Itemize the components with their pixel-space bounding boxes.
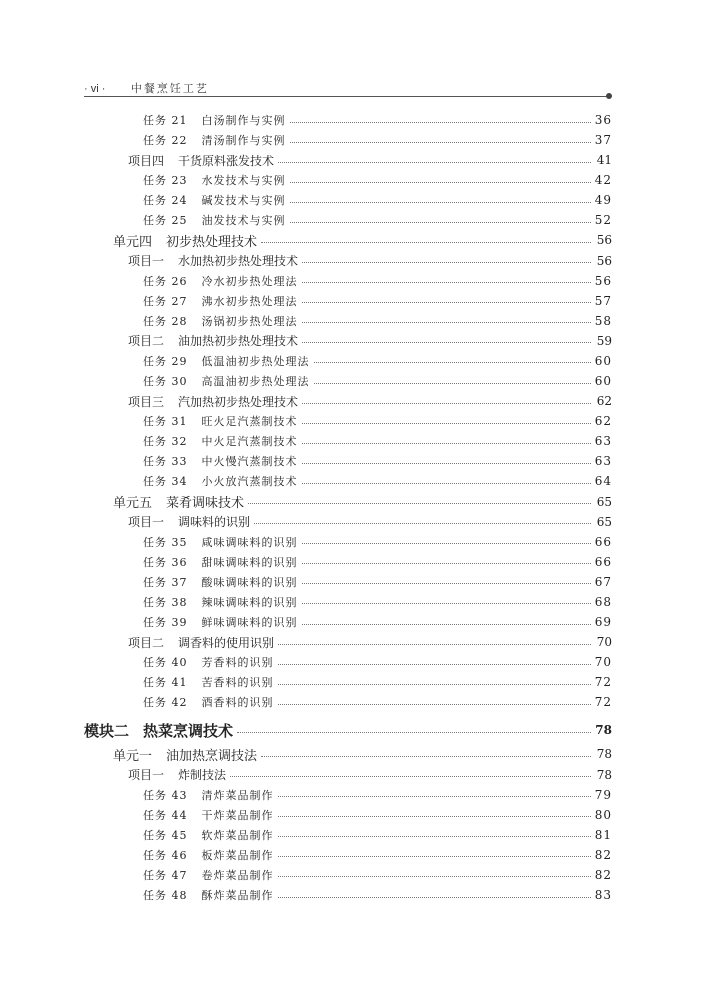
toc-entry-page: 60 — [594, 374, 612, 389]
toc-entry-label — [143, 534, 298, 550]
toc-entry-label — [128, 513, 250, 530]
toc-entry-number: 项目二 — [128, 635, 165, 650]
toc-entry-number: 任务 31 — [143, 415, 188, 429]
dot-leader — [278, 876, 592, 877]
toc-entry-label — [143, 847, 274, 863]
toc-entry-page: 78 — [596, 747, 612, 762]
toc-entry-number: 项目一 — [128, 768, 165, 783]
toc-entry-title: 调味料的识别 — [178, 515, 251, 530]
dot-leader — [302, 563, 592, 564]
toc-task-entry — [143, 471, 612, 491]
dot-leader — [302, 262, 591, 263]
toc-entry-title: 低温油初步热处理法 — [201, 354, 310, 368]
toc-entry-number: 任务 29 — [143, 354, 188, 368]
toc-entry-label — [143, 132, 286, 148]
dot-leader — [278, 664, 592, 665]
dot-leader — [278, 684, 592, 685]
toc-entry-title: 清汤制作与实例 — [201, 134, 286, 148]
toc-entry-title: 小火放汽蒸制技术 — [201, 475, 298, 489]
dot-leader — [302, 322, 592, 323]
dot-leader — [302, 403, 591, 404]
toc-entry-label — [143, 674, 274, 690]
toc-entry-page: 68 — [594, 594, 612, 609]
book-title: 中餐烹饪工艺 — [130, 82, 209, 95]
toc-entry-title: 水加热初步热处理技术 — [178, 254, 299, 269]
toc-entry-label — [143, 353, 310, 369]
toc-entry-label — [143, 807, 274, 823]
toc-task-entry — [143, 371, 612, 391]
toc-task-entry — [143, 411, 612, 431]
toc-task-entry — [143, 210, 612, 230]
dot-leader — [302, 443, 592, 444]
dot-leader — [254, 523, 591, 524]
toc-entry-title: 干炸菜品制作 — [201, 808, 274, 822]
dot-leader — [278, 644, 591, 645]
dot-leader — [314, 383, 592, 384]
toc-entry-title: 白汤制作与实例 — [201, 114, 286, 127]
dot-leader — [302, 583, 592, 584]
dot-leader — [261, 242, 591, 243]
toc-entry-number: 单元一 — [113, 748, 153, 764]
toc-item-entry — [128, 765, 612, 785]
toc-entry-number: 任务 34 — [143, 475, 188, 489]
toc-entry-number: 任务 35 — [143, 535, 188, 549]
toc-item-entry — [128, 632, 612, 652]
toc-entry-page: 42 — [594, 173, 612, 188]
toc-entry-label — [143, 453, 298, 469]
toc-task-entry — [143, 451, 612, 471]
toc-entry-label — [143, 273, 298, 289]
toc-entry-title: 油发技术与实例 — [201, 214, 286, 228]
toc-task-entry — [143, 825, 612, 845]
toc-unit-entry — [113, 492, 612, 512]
toc-entry-page: 56 — [596, 253, 612, 268]
toc-entry-page: 72 — [594, 675, 612, 690]
dot-leader — [314, 362, 592, 363]
toc-entry-label — [143, 694, 274, 710]
dot-leader — [290, 142, 592, 143]
toc-entry-page: 60 — [594, 353, 612, 368]
toc-task-entry — [143, 785, 612, 805]
toc-entry-title: 炸制技法 — [178, 768, 227, 783]
toc-entry-page: 62 — [594, 414, 612, 429]
toc-entry-page: 80 — [594, 807, 612, 822]
toc-task-entry — [143, 271, 612, 291]
toc-entry-label — [143, 172, 286, 188]
toc-entry-page: 67 — [594, 574, 612, 589]
toc-entry-number: 任务 44 — [143, 808, 188, 822]
toc-entry-title: 油加热烹调技法 — [166, 748, 258, 764]
dot-leader — [302, 624, 592, 625]
toc-entry-title: 汽加热初步热处理技术 — [178, 394, 299, 409]
toc-entry-title: 苦香料的识别 — [201, 676, 274, 690]
toc-entry-page: 49 — [594, 193, 612, 208]
toc-entry-number: 任务 46 — [143, 848, 188, 862]
toc-entry-number: 任务 47 — [143, 868, 188, 882]
toc-entry-title: 初步热处理技术 — [166, 234, 258, 250]
toc-entry-number: 任务 38 — [143, 595, 188, 609]
toc-entry-label — [143, 614, 298, 630]
toc-entry-label — [143, 212, 286, 228]
toc-entry-title: 辣味调味料的识别 — [201, 595, 298, 609]
toc-entry-page: 79 — [594, 787, 612, 802]
toc-entry-label — [113, 492, 244, 511]
toc-entry-page: 58 — [594, 313, 612, 328]
toc-unit-entry — [113, 744, 612, 764]
toc-entry-number: 任务 42 — [143, 696, 188, 710]
toc-task-entry — [143, 431, 612, 451]
toc-entry-number: 任务 23 — [143, 174, 188, 188]
toc-entry-number: 任务 32 — [143, 435, 188, 449]
toc-task-entry — [143, 672, 612, 692]
toc-entry-page: 65 — [596, 494, 612, 509]
toc-entry-label — [128, 252, 298, 269]
toc-task-entry — [143, 170, 612, 190]
dot-leader — [302, 483, 592, 484]
toc-entry-title: 中火足汽蒸制技术 — [201, 435, 298, 449]
toc-entry-label — [143, 413, 298, 429]
toc-entry-page: 63 — [594, 454, 612, 469]
toc-entry-number: 任务 36 — [143, 555, 188, 569]
toc-task-entry — [143, 190, 612, 210]
toc-entry-label — [143, 293, 298, 309]
dot-leader — [278, 704, 592, 705]
toc-task-entry — [143, 110, 612, 130]
toc-entry-number: 项目二 — [128, 334, 165, 349]
toc-entry-number: 项目三 — [128, 394, 165, 409]
toc-entry-number: 单元五 — [113, 496, 153, 512]
toc-entry-page: 36 — [594, 113, 612, 127]
toc-entry-title: 咸味调味料的识别 — [201, 535, 298, 549]
toc-task-entry — [143, 652, 612, 672]
toc-entry-title: 调香料的使用识别 — [178, 635, 275, 650]
toc-entry-label — [143, 867, 274, 883]
toc-task-entry — [143, 351, 612, 371]
toc-entry-title: 板炸菜品制作 — [201, 848, 274, 862]
toc-entry-label — [113, 745, 257, 764]
toc-entry-page: 59 — [596, 333, 612, 348]
toc-entry-page: 41 — [596, 153, 612, 168]
toc-entry-page: 52 — [594, 213, 612, 228]
toc-entry-page: 83 — [594, 888, 612, 903]
toc-entry-number: 任务 25 — [143, 214, 188, 228]
header-rule-dot — [606, 93, 612, 99]
toc-entry-title: 碱发技术与实例 — [201, 194, 286, 208]
toc-entry-number: 任务 39 — [143, 616, 188, 629]
toc-entry-page: 78 — [595, 723, 612, 738]
toc-entry-label — [84, 720, 233, 741]
toc-entry-label — [143, 554, 298, 570]
toc-entry-page: 57 — [594, 293, 612, 308]
toc-item-entry — [128, 331, 612, 351]
toc-task-entry — [143, 885, 612, 905]
dot-leader — [302, 603, 592, 604]
toc-entry-page: 56 — [596, 233, 612, 248]
toc-entry-title: 酸味调味料的识别 — [201, 575, 298, 589]
toc-task-entry — [143, 865, 612, 885]
toc-entry-title: 酒香料的识别 — [201, 696, 274, 710]
toc-entry-number: 任务 21 — [143, 114, 188, 127]
toc-entry-title: 酥炸菜品制作 — [201, 889, 274, 903]
toc-entry-title: 中火慢汽蒸制技术 — [201, 455, 298, 469]
dot-leader — [278, 836, 592, 837]
dot-leader — [290, 182, 592, 183]
toc-entry-title: 清炸菜品制作 — [201, 788, 274, 802]
toc-entry-label — [128, 766, 226, 783]
toc-task-entry — [143, 572, 612, 592]
dot-leader — [302, 342, 591, 343]
toc-entry-title: 鲜味调味料的识别 — [201, 616, 298, 629]
dot-leader — [290, 222, 592, 223]
toc-entry-number: 任务 45 — [143, 828, 188, 842]
toc-entry-label — [143, 112, 286, 128]
dot-leader — [278, 856, 592, 857]
page-number: · vi · — [84, 83, 106, 95]
toc-entry-page: 70 — [594, 655, 612, 670]
toc-entry-page: 64 — [594, 474, 612, 489]
toc-entry-title: 卷炸菜品制作 — [201, 868, 274, 882]
running-header — [84, 80, 209, 96]
toc-entry-page: 65 — [596, 514, 612, 529]
toc-task-entry — [143, 291, 612, 311]
toc-task-entry — [143, 532, 612, 552]
toc-entry-label — [143, 192, 286, 208]
dot-leader — [230, 776, 591, 777]
toc-entry-label — [143, 433, 298, 449]
dot-leader — [278, 162, 591, 163]
toc-entry-page: 82 — [594, 847, 612, 862]
toc-entry-page: 78 — [596, 767, 612, 782]
toc-entry-title: 水发技术与实例 — [201, 174, 286, 188]
toc-entry-title: 热菜烹调技术 — [143, 721, 234, 740]
toc-entry-page: 81 — [594, 827, 612, 842]
toc-entry-label — [113, 231, 257, 250]
toc-entry-page: 69 — [594, 615, 612, 629]
toc-entry-title: 干货原料涨发技术 — [178, 153, 275, 168]
dot-leader — [302, 543, 592, 544]
toc-entry-number: 任务 48 — [143, 889, 188, 903]
dot-leader — [237, 732, 591, 733]
toc-entry-label — [143, 827, 274, 843]
toc-task-entry — [143, 130, 612, 150]
toc-item-entry — [128, 150, 612, 170]
toc-entry-number: 任务 28 — [143, 314, 188, 328]
toc-entry-number: 任务 33 — [143, 455, 188, 469]
toc-entry-label — [143, 787, 274, 803]
toc-entry-number: 任务 37 — [143, 575, 188, 589]
toc-entry-page: 62 — [596, 394, 612, 409]
toc-entry-page: 56 — [594, 273, 612, 288]
toc-entry-page: 72 — [594, 695, 612, 710]
toc-item-entry — [128, 512, 612, 532]
toc-entry-label — [143, 473, 298, 489]
dot-leader — [261, 756, 591, 757]
toc-entry-label — [143, 574, 298, 590]
toc-task-entry — [143, 311, 612, 331]
toc-entry-label — [128, 393, 298, 410]
toc-entry-title: 油加热初步热处理技术 — [178, 334, 299, 349]
toc-task-entry — [143, 805, 612, 825]
toc-entry-page: 63 — [594, 434, 612, 449]
toc-entry-title: 软炸菜品制作 — [201, 828, 274, 842]
toc-entry-number: 项目四 — [128, 153, 165, 168]
toc-entry-label — [143, 654, 274, 670]
toc-entry-title: 菜肴调味技术 — [166, 496, 245, 512]
dot-leader — [248, 503, 591, 504]
toc-entry-number: 模块二 — [84, 721, 130, 740]
toc-entry-title: 高温油初步热处理法 — [201, 375, 310, 389]
toc-entry-number: 任务 24 — [143, 194, 188, 208]
toc-entry-page: 70 — [596, 635, 612, 650]
dot-leader — [302, 302, 592, 303]
toc-entry-number: 任务 27 — [143, 294, 188, 308]
toc-entry-number: 任务 43 — [143, 788, 188, 802]
toc-entry-page: 82 — [594, 867, 612, 882]
toc-entry-title: 冷水初步热处理法 — [201, 274, 298, 288]
header-rule — [84, 96, 608, 97]
dot-leader — [290, 202, 592, 203]
toc-entry-title: 甜味调味料的识别 — [201, 555, 298, 569]
toc-entry-number: 项目一 — [128, 254, 165, 269]
toc-task-entry — [143, 612, 612, 632]
toc-entry-label — [128, 152, 274, 169]
toc-module-entry — [84, 720, 612, 740]
toc-task-entry — [143, 845, 612, 865]
dot-leader — [290, 122, 592, 123]
toc-entry-number: 任务 22 — [143, 134, 188, 148]
toc-unit-entry — [113, 230, 612, 250]
toc-entry-label — [143, 594, 298, 610]
dot-leader — [302, 423, 592, 424]
toc-entry-title: 沸水初步热处理法 — [201, 294, 298, 308]
toc-entry-number: 任务 26 — [143, 274, 188, 288]
toc-entry-label — [143, 887, 274, 903]
toc-entry-title: 汤锅初步热处理法 — [201, 314, 298, 328]
toc-item-entry — [128, 251, 612, 271]
dot-leader — [278, 816, 592, 817]
toc-entry-title: 旺火足汽蒸制技术 — [201, 415, 298, 429]
toc-entry-number: 任务 30 — [143, 375, 188, 389]
toc-entry-label — [143, 373, 310, 389]
dot-leader — [302, 463, 592, 464]
toc-entry-label — [128, 332, 298, 349]
toc-entry-number: 任务 40 — [143, 656, 188, 670]
dot-leader — [278, 796, 592, 797]
toc-entry-title: 芳香料的识别 — [201, 656, 274, 670]
dot-leader — [278, 897, 592, 898]
toc-entry-number: 项目一 — [128, 515, 165, 530]
toc-task-entry — [143, 552, 612, 572]
toc-task-entry — [143, 592, 612, 612]
toc-entry-label — [128, 634, 274, 651]
toc-entry-label — [143, 313, 298, 329]
toc-entry-page: 37 — [594, 133, 612, 148]
toc-entry-number: 单元四 — [113, 234, 153, 250]
dot-leader — [302, 282, 592, 283]
toc-item-entry — [128, 391, 612, 411]
toc-entry-page: 66 — [594, 534, 612, 549]
toc-task-entry — [143, 692, 612, 712]
toc-entry-page: 66 — [594, 554, 612, 569]
toc-entry-number: 任务 41 — [143, 676, 188, 690]
